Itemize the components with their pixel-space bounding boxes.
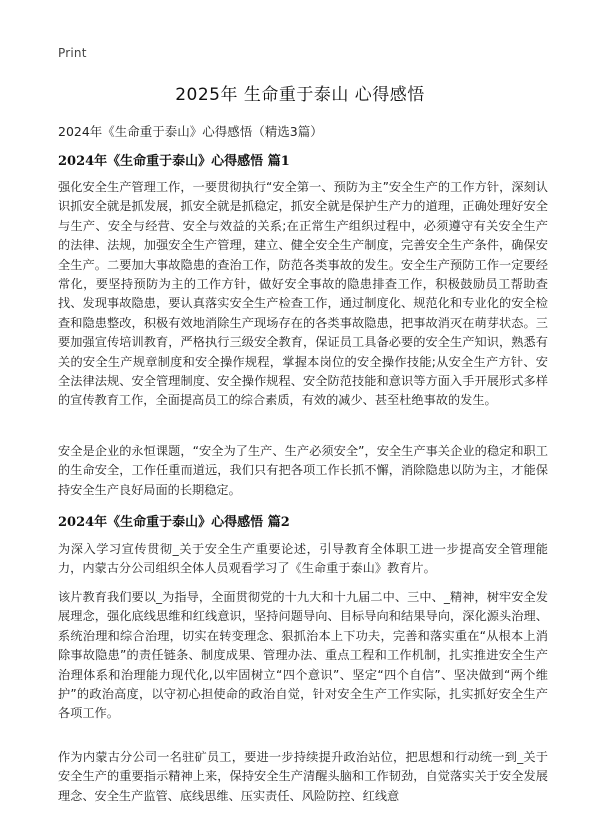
section-heading-1: 2024年《生命重于泰山》心得感悟 篇1: [58, 154, 290, 169]
section1-paragraph-2: 安全是企业的永恒课题，“安全为了生产、生产必须安全”，安全生产事关企业的稳定和职工的生命安全，工作任重而道远，我们只有把各项工作长抓不懈，消除隐患以防为主，才能保持安全生产良好局面的长期稳定。: [58, 444, 548, 497]
print-label: Print: [58, 46, 87, 60]
document-subtitle: 2024年《生命重于泰山》心得感悟（精选3篇）: [58, 124, 323, 139]
section-heading-2: 2024年《生命重于泰山》心得感悟 篇2: [58, 515, 290, 530]
section2-paragraph-2: 该片教育我们要以_为指导，全面贯彻党的十九大和十九届二中、三中、_精神，树牢安全发展理念，强化底线思维和红线意识，坚持问题导向、目标导向和结果导向，深化源头治理、系统治理和综合治理，切实在转变理念、狠抓治本上下功夫，完善和落实重在“从根本上消除事故隐患”的责任链条、制度成果、管理办法、重点工程和工作机制，扎实推进安全生产治理体系和治理能力现代化,以牢固树立“四个意识”、坚定“四个自信”、坚决做到“两个维护”的政治高度，以守初心担使命的政治自觉，针对安全生产工作实际，扎实抓好安全生产各项工作。: [58, 590, 548, 721]
page-title: 2025年 生命重于泰山 心得感悟: [175, 85, 425, 105]
section2-paragraph-1: 为深入学习宣传贯彻_关于安全生产重要论述，引导教育全体职工进一步提高安全管理能力，内蒙古分公司组织全体人员观看学习了《生命重于泰山》教育片。: [58, 542, 548, 576]
section1-paragraph-1: 强化安全生产管理工作，一要贯彻执行“安全第一、预防为主”安全生产的工作方针，深刻认识抓安全就是抓发展，抓安全就是抓稳定，抓安全就是保护生产力的道理，正确处理好安全与生产、安全与经营、安全与效益的关系;在正常生产组织过程中，必须遵守有关安全生产的法律、法规，加强安全生产管理，建立、健全安全生产制度，完善安全生产条件，确保安全生产。二要加大事故隐患的查治工作，防范各类事故的发生。安全生产预防工作一定要经常化，要坚持预防为主的工作方针，做好安全事故的隐患排查工作，积极鼓励员工帮助查找、发现事故隐患，要认真落实安全生产检查工作，通过制度化、规范化和专业化的安全检查和隐患整改，积极有效地消除生产现场存在的各类事故隐患，把事故消灭在萌芽状态。三要加强宣传培训教育，严格执行三级安全教育，保证员工具备必要的安全生产知识，熟悉有关的安全生产规章制度和安全操作规程，掌握本岗位的安全操作技能;从安全生产方针、安全法律法规、安全管理制度、安全操作规程、安全防范技能和意识等方面入手开展形式多样的宣传教育工作，全面提高员工的综合素质，有效的减少、甚至杜绝事故的发生。: [58, 180, 548, 408]
section2-paragraph-3: 作为内蒙古分公司一名驻矿员工，要进一步持续提升政治站位，把思想和行动统一到_关于安全生产的重要指示精神上来，保持安全生产清醒头脑和工作韧劲，自觉落实关于安全发展理念、安全生产监管、底线思维、压实责任、风险防控、红线意: [58, 750, 548, 803]
